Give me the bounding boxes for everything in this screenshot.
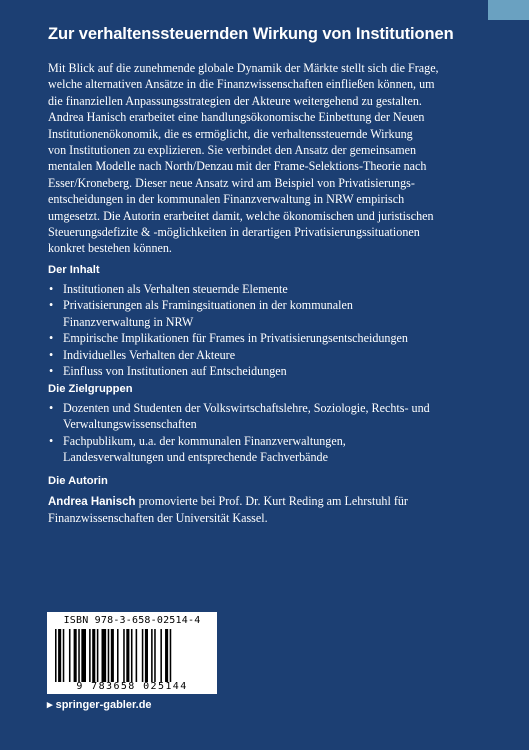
barcode-digits: 9 783658 025144	[76, 681, 188, 692]
author-bio	[48, 493, 488, 527]
inhalt-list	[48, 281, 480, 379]
zielgruppen-list	[48, 400, 480, 466]
author-name: Andrea Hanisch	[48, 496, 136, 508]
list-item: • Dozenten und Studenten der Volkswirtschaftslehre, Soziologie, Rechts- und Verwaltungswissenschaften	[48, 400, 458, 433]
list-item: • Fachpublikum, u.a. der kommunalen Finanzverwaltungen, Landesverwaltungen und entsprechende Fachverbände	[48, 433, 383, 466]
barcode-bars	[55, 629, 209, 682]
intro-line: Andrea Hanisch erarbeitet eine handlungsökonomische Einbettung der Neuen	[48, 110, 425, 125]
intro-line: mentalen Modelle nach North/Denzau mit der Frame-Selektions-Theorie nach	[48, 159, 427, 174]
list-item: • Individuelles Verhalten der Akteure	[48, 347, 480, 363]
intro-line: konkret bestehen können.	[48, 241, 172, 256]
intro-line: Esser/Kroneberg. Dieser neue Ansatz wird am Beispiel von Privatisierungs-	[48, 175, 415, 190]
list-item: • Einfluss von Institutionen auf Entscheidungen	[48, 363, 480, 379]
intro-line: die finanziellen Anpassungsstrategien der Akteure weitergehend zu gestalten.	[48, 93, 422, 108]
list-item: • Privatisierungen als Framingsituationen in der kommunalen Finanzverwaltung in NRW	[48, 297, 393, 330]
intro-paragraph	[48, 60, 480, 257]
zielgruppen-heading: Die Zielgruppen	[48, 383, 133, 395]
author-bio-text: promovierte bei Prof. Dr. Kurt Reding am Lehrstuhl für Finanzwissenschaften der Universität Kassel.	[48, 494, 408, 526]
inhalt-heading: Der Inhalt	[48, 264, 100, 276]
intro-line: welche alternativen Ansätze in die Finanzwissenschaften einfließen können, um	[48, 77, 435, 92]
intro-line: umgesetzt. Die Autorin erarbeitet damit, welche ökonomischen und juristischen	[48, 208, 434, 223]
intro-line: Mit Blick auf die zunehmende globale Dynamik der Märkte stellt sich die Frage,	[48, 61, 439, 75]
accent-bar	[488, 0, 529, 20]
intro-line: Steuerungsdefizite & -möglichkeiten in derartigen Privatisierungssituationen	[48, 225, 420, 240]
intro-line: Institutionenökonomik, die es ermöglicht, die verhaltenssteuernde Wirkung	[48, 126, 413, 141]
list-item: • Institutionen als Verhalten steuernde Elemente	[48, 281, 480, 297]
barcode	[47, 612, 217, 694]
isbn-label: ISBN 978-3-658-02514-4	[63, 615, 201, 626]
website-link[interactable]: ▸ springer-gabler.de	[47, 699, 152, 711]
intro-line: entscheidungen in der kommunalen Finanzverwaltung in NRW empirisch	[48, 192, 405, 207]
intro-line: von Institutionen zu explizieren. Sie verbindet den Ansatz der gemeinsamen	[48, 143, 417, 158]
list-item: • Empirische Implikationen für Frames in Privatisierungsentscheidungen	[48, 330, 480, 346]
page-title: Zur verhaltenssteuernden Wirkung von Institutionen	[48, 25, 454, 43]
autorin-heading: Die Autorin	[48, 475, 108, 487]
